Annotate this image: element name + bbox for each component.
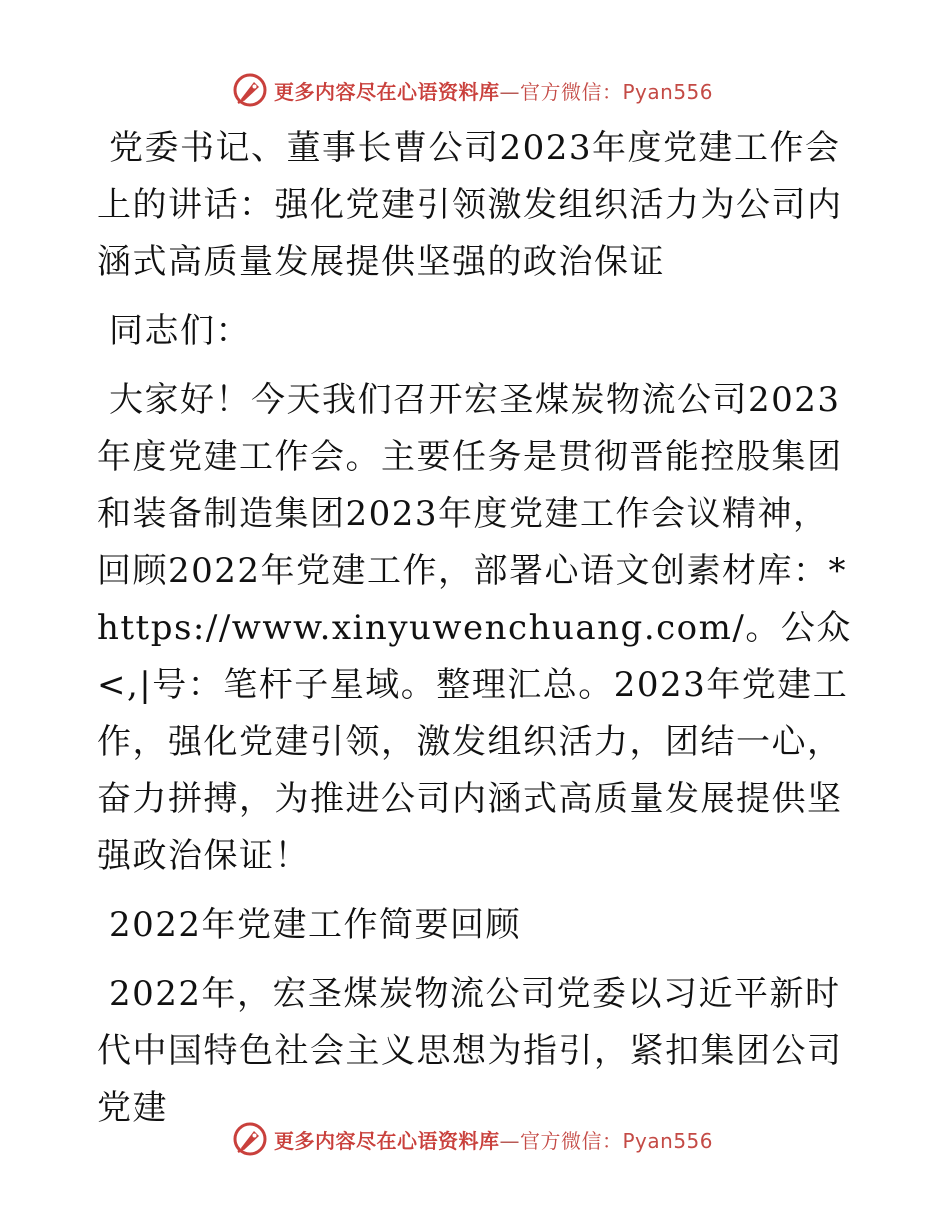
- banner-dash: —: [499, 1128, 520, 1153]
- pen-nib-circle-logo-icon: [232, 72, 268, 108]
- document-body: [97, 120, 857, 1137]
- pen-nib-circle-logo-icon: [232, 1121, 268, 1157]
- banner-text: [274, 76, 713, 105]
- banner-dash: —: [499, 79, 520, 104]
- document-title: 党委书记、董事长曹公司2023年度党建工作会上的讲话：强化党建引领激发组织活力为公司内涵式高质量发展提供坚强的政治保证: [97, 128, 843, 282]
- banner-wechat-id: Pyan556: [622, 1128, 714, 1153]
- banner-official: 官方微信：: [520, 79, 623, 104]
- banner-wechat-id: Pyan556: [622, 79, 714, 104]
- paragraph-review: 2022年，宏圣煤炭物流公司党委以习近平新时代中国特色社会主义思想为指引，紧扣集团公司党建: [97, 974, 843, 1128]
- footer-banner: [232, 1119, 713, 1159]
- paragraph-intro: 大家好！今天我们召开宏圣煤炭物流公司2023年度党建工作会。主要任务是贯彻晋能控股集团和装备制造集团2023年度党建工作会议精神，回顾2022年党建工作，部署心语文创素材库：*https://www.xinyuwenchuang.com/。公众<,|号：笔杆子星域。整理汇总。2023年党建工作，强化党建引领，激发组织活力，团结一心，奋力拼搏，为推进公司内涵式高质量发展提供坚强政治保证！: [97, 380, 852, 876]
- banner-brand: 更多内容尽在心语资料库: [274, 1128, 500, 1153]
- salutation: 同志们：: [109, 311, 251, 351]
- header-banner: [232, 70, 713, 110]
- section-heading: 2022年党建工作简要回顾: [109, 905, 522, 945]
- banner-text: [274, 1125, 713, 1154]
- banner-official: 官方微信：: [520, 1128, 623, 1153]
- banner-brand: 更多内容尽在心语资料库: [274, 79, 500, 104]
